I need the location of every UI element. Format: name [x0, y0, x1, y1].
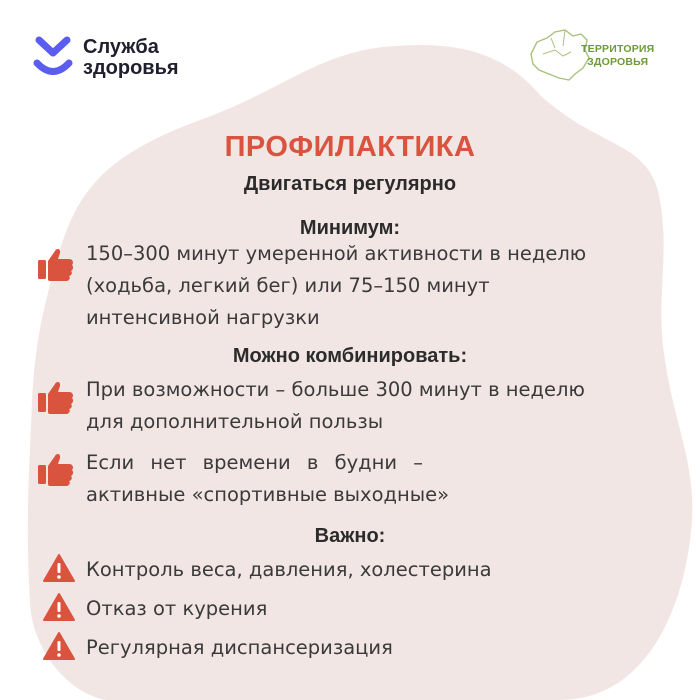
right-logo-line-1: ТЕРРИТОРИЯ	[581, 43, 655, 55]
right-logo-line-2: ЗДОРОВЬЯ	[587, 56, 649, 68]
page-title: ПРОФИЛАКТИКА	[224, 131, 476, 163]
warning-icon	[42, 631, 76, 661]
heart-check-icon	[33, 36, 73, 80]
brand-line-2: здоровья	[83, 57, 179, 79]
territoriya-zdorovya-logo	[525, 24, 660, 84]
thumbs-up-icon	[36, 376, 76, 416]
thumbs-up-icon	[36, 448, 76, 488]
section-heading-combine: Можно комбинировать:	[232, 345, 468, 367]
important-item-2: Отказ от курения	[86, 597, 268, 620]
warning-icon	[42, 592, 76, 622]
brand-line-1: Служба	[83, 36, 159, 58]
warning-icon	[42, 553, 76, 583]
thumbs-up-icon	[36, 243, 76, 283]
important-item-1: Контроль веса, давления, холестерина	[86, 558, 492, 581]
page-subtitle: Двигаться регулярно	[243, 173, 457, 195]
combine-item-2	[86, 447, 500, 511]
section-heading-minimum: Минимум:	[299, 217, 401, 239]
combine-item-1-line-1: При возможности – больше 300 минут в неделю	[86, 378, 585, 401]
minimum-item-line-3: интенсивной нагрузки	[86, 306, 320, 329]
section-heading-important: Важно:	[314, 525, 386, 547]
combine-item-1-line-2: для дополнительной пользы	[86, 410, 384, 433]
combine-item-2-line-2: активные «спортивные выходные»	[86, 483, 450, 506]
combine-item-1	[86, 374, 585, 438]
minimum-item-line-1: 150–300 минут умеренной активности в неделю	[86, 242, 587, 265]
brand-name	[83, 37, 179, 79]
important-item-3: Регулярная диспансеризация	[86, 636, 393, 659]
minimum-item-line-2: (ходьба, легкий бег) или 75–150 минут	[86, 274, 490, 297]
combine-item-2-line-1: Если нет времени в будни –	[86, 451, 423, 474]
sluzhba-zdorovya-logo	[33, 36, 179, 80]
minimum-item	[86, 238, 586, 334]
